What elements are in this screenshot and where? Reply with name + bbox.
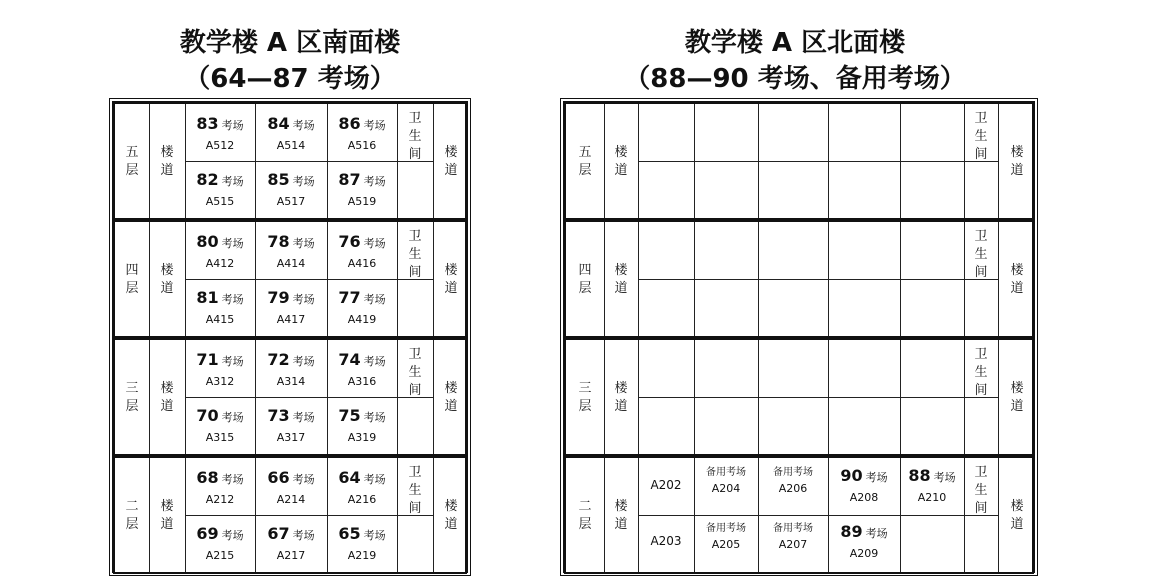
restroom-label: 卫 生 间	[408, 465, 422, 516]
floor-1	[113, 102, 467, 220]
spare-label: 备用考场	[773, 467, 813, 478]
room-label: 考场	[292, 119, 315, 132]
room-A206	[758, 466, 828, 496]
restroom-label: 卫 生 间	[408, 347, 422, 398]
exam-room-77	[327, 288, 397, 326]
floor-label: 四 层	[578, 263, 592, 296]
room-code: A207	[778, 538, 808, 551]
room-label: 考场	[292, 529, 315, 542]
divider	[638, 279, 964, 280]
room-number: 65	[338, 524, 361, 543]
exam-room-75	[327, 406, 397, 444]
exam-room-67	[255, 524, 327, 562]
room-label: 考场	[221, 293, 244, 306]
divider	[638, 161, 964, 162]
exam-room-81	[185, 288, 255, 326]
room-number: 66	[267, 468, 290, 487]
divider	[185, 161, 397, 162]
exam-room-70	[185, 406, 255, 444]
divider	[998, 222, 999, 336]
room-code: A206	[778, 482, 808, 495]
room-label: 考场	[933, 471, 956, 484]
divider	[433, 222, 434, 336]
restroom-label: 卫 生 间	[408, 229, 422, 280]
stairwell-label: 楼 道	[614, 263, 628, 296]
divider	[998, 340, 999, 454]
stairwell-label: 楼 道	[614, 381, 628, 414]
spare-label: 备用考场	[773, 523, 813, 534]
restroom-label: 卫 生 间	[974, 111, 988, 162]
room-code: A515	[205, 195, 235, 208]
room-label: 考场	[363, 293, 386, 306]
stairwell-label: 楼 道	[1010, 499, 1024, 532]
room-code: A216	[347, 493, 377, 506]
room-code: A215	[205, 549, 235, 562]
room-number: 78	[267, 232, 290, 251]
room-A205	[694, 522, 758, 552]
exam-room-73	[255, 406, 327, 444]
room-code: A414	[276, 257, 306, 270]
room-label: 考场	[865, 527, 888, 540]
room-label: 考场	[363, 175, 386, 188]
spare-label: 备用考场	[706, 467, 746, 478]
floor-label: 四 层	[125, 263, 139, 296]
exam-room-79	[255, 288, 327, 326]
floor-3	[564, 338, 1034, 456]
south-building-floor-plan	[109, 98, 471, 576]
exam-room-83	[185, 114, 255, 152]
stairwell-label: 楼 道	[160, 381, 174, 414]
room-label: 考场	[292, 175, 315, 188]
room-number: 83	[196, 114, 219, 133]
left-title-line2: （64—87 考场）	[184, 64, 396, 94]
room-label: 考场	[221, 119, 244, 132]
divider	[185, 279, 397, 280]
room-code: A316	[347, 375, 377, 388]
room-code: A210	[917, 491, 947, 504]
room-number: 85	[267, 170, 290, 189]
room-number: 88	[908, 466, 931, 485]
room-code: A209	[849, 547, 879, 560]
room-label: 考场	[292, 293, 315, 306]
divider	[433, 458, 434, 572]
exam-room-85	[255, 170, 327, 208]
divider	[185, 397, 397, 398]
room-code: A415	[205, 313, 235, 326]
room-A202	[638, 466, 694, 492]
floor-label: 三 层	[578, 381, 592, 414]
exam-room-87	[327, 170, 397, 208]
floor-1	[564, 102, 1034, 220]
room-label: 考场	[363, 119, 386, 132]
room-label: 考场	[363, 529, 386, 542]
exam-room-88	[900, 466, 964, 504]
room-code: A219	[347, 549, 377, 562]
stairwell-label: 楼 道	[614, 145, 628, 178]
floor-label: 二 层	[125, 499, 139, 532]
divider	[998, 104, 999, 218]
room-number: 86	[338, 114, 361, 133]
room-label: 考场	[221, 237, 244, 250]
room-label: 考场	[292, 237, 315, 250]
stairwell-label: 楼 道	[160, 499, 174, 532]
divider	[604, 340, 605, 454]
stairwell-label: 楼 道	[1010, 145, 1024, 178]
room-label: 考场	[363, 411, 386, 424]
floor-2	[564, 220, 1034, 338]
floor-label: 三 层	[125, 381, 139, 414]
room-number: 89	[840, 522, 863, 541]
room-number: 82	[196, 170, 219, 189]
room-number: 84	[267, 114, 290, 133]
room-number: 87	[338, 170, 361, 189]
restroom-label: 卫 生 间	[974, 229, 988, 280]
divider	[604, 104, 605, 218]
room-code: A212	[205, 493, 235, 506]
room-code: A417	[276, 313, 306, 326]
room-label: 考场	[292, 355, 315, 368]
room-code: A214	[276, 493, 306, 506]
room-label: 考场	[221, 473, 244, 486]
exam-room-76	[327, 232, 397, 270]
divider	[149, 104, 150, 218]
spare-label: 备用考场	[706, 523, 746, 534]
room-label: 考场	[292, 473, 315, 486]
floor-4	[113, 456, 467, 574]
room-code: A205	[711, 538, 741, 551]
stairwell-label: 楼 道	[1010, 381, 1024, 414]
room-number: 77	[338, 288, 361, 307]
room-number: 71	[196, 350, 219, 369]
stairwell-label: 楼 道	[444, 499, 458, 532]
divider	[638, 397, 964, 398]
room-code: A312	[205, 375, 235, 388]
exam-room-78	[255, 232, 327, 270]
divider	[604, 222, 605, 336]
room-number: 69	[196, 524, 219, 543]
room-code: A203	[650, 534, 682, 548]
room-number: 72	[267, 350, 290, 369]
room-code: A315	[205, 431, 235, 444]
room-number: 79	[267, 288, 290, 307]
room-number: 67	[267, 524, 290, 543]
exam-room-82	[185, 170, 255, 208]
divider	[998, 458, 999, 572]
room-code: A514	[276, 139, 306, 152]
room-number: 68	[196, 468, 219, 487]
stairwell-label: 楼 道	[444, 145, 458, 178]
divider	[604, 458, 605, 572]
divider	[433, 104, 434, 218]
room-code: A317	[276, 431, 306, 444]
room-number: 80	[196, 232, 219, 251]
room-number: 74	[338, 350, 361, 369]
room-label: 考场	[221, 411, 244, 424]
room-code: A519	[347, 195, 377, 208]
exam-room-74	[327, 350, 397, 388]
exam-room-65	[327, 524, 397, 562]
room-number: 90	[840, 466, 863, 485]
exam-room-86	[327, 114, 397, 152]
room-code: A204	[711, 482, 741, 495]
stairwell-label: 楼 道	[160, 263, 174, 296]
room-code: A516	[347, 139, 377, 152]
floor-4	[564, 456, 1034, 574]
room-label: 考场	[363, 355, 386, 368]
restroom-label: 卫 生 间	[974, 347, 988, 398]
room-code: A416	[347, 257, 377, 270]
room-code: A208	[849, 491, 879, 504]
room-label: 考场	[865, 471, 888, 484]
room-code: A419	[347, 313, 377, 326]
exam-room-89	[828, 522, 900, 560]
floor-2	[113, 220, 467, 338]
room-number: 75	[338, 406, 361, 425]
restroom-label: 卫 生 间	[974, 465, 988, 516]
room-label: 考场	[221, 355, 244, 368]
exam-room-84	[255, 114, 327, 152]
room-number: 70	[196, 406, 219, 425]
exam-room-90	[828, 466, 900, 504]
exam-room-71	[185, 350, 255, 388]
room-number: 81	[196, 288, 219, 307]
exam-room-64	[327, 468, 397, 506]
stairwell-label: 楼 道	[444, 381, 458, 414]
room-code: A517	[276, 195, 306, 208]
room-number: 73	[267, 406, 290, 425]
floor-label: 五 层	[125, 145, 139, 178]
left-title-line1: 教学楼 A 区南面楼	[179, 28, 401, 58]
room-label: 考场	[221, 529, 244, 542]
exam-room-72	[255, 350, 327, 388]
room-A207	[758, 522, 828, 552]
stairwell-label: 楼 道	[444, 263, 458, 296]
room-code: A412	[205, 257, 235, 270]
divider	[433, 340, 434, 454]
room-code: A512	[205, 139, 235, 152]
room-number: 76	[338, 232, 361, 251]
room-number: 64	[338, 468, 361, 487]
room-label: 考场	[363, 237, 386, 250]
stairwell-label: 楼 道	[1010, 263, 1024, 296]
divider	[149, 458, 150, 572]
room-code: A319	[347, 431, 377, 444]
divider	[149, 340, 150, 454]
room-A203	[638, 522, 694, 548]
room-code: A202	[650, 478, 682, 492]
floor-3	[113, 338, 467, 456]
room-label: 考场	[292, 411, 315, 424]
room-code: A314	[276, 375, 306, 388]
exam-room-69	[185, 524, 255, 562]
exam-room-66	[255, 468, 327, 506]
restroom-label: 卫 生 间	[408, 111, 422, 162]
stairwell-label: 楼 道	[160, 145, 174, 178]
room-label: 考场	[221, 175, 244, 188]
divider	[638, 515, 964, 516]
floor-label: 二 层	[578, 499, 592, 532]
stairwell-label: 楼 道	[614, 499, 628, 532]
room-code: A217	[276, 549, 306, 562]
north-building-floor-plan	[560, 98, 1038, 576]
right-title-line2: （88—90 考场、备用考场）	[624, 64, 966, 94]
exam-room-68	[185, 468, 255, 506]
right-title-line1: 教学楼 A 区北面楼	[684, 28, 906, 58]
divider	[149, 222, 150, 336]
exam-room-80	[185, 232, 255, 270]
room-A204	[694, 466, 758, 496]
divider	[185, 515, 397, 516]
room-label: 考场	[363, 473, 386, 486]
floor-label: 五 层	[578, 145, 592, 178]
